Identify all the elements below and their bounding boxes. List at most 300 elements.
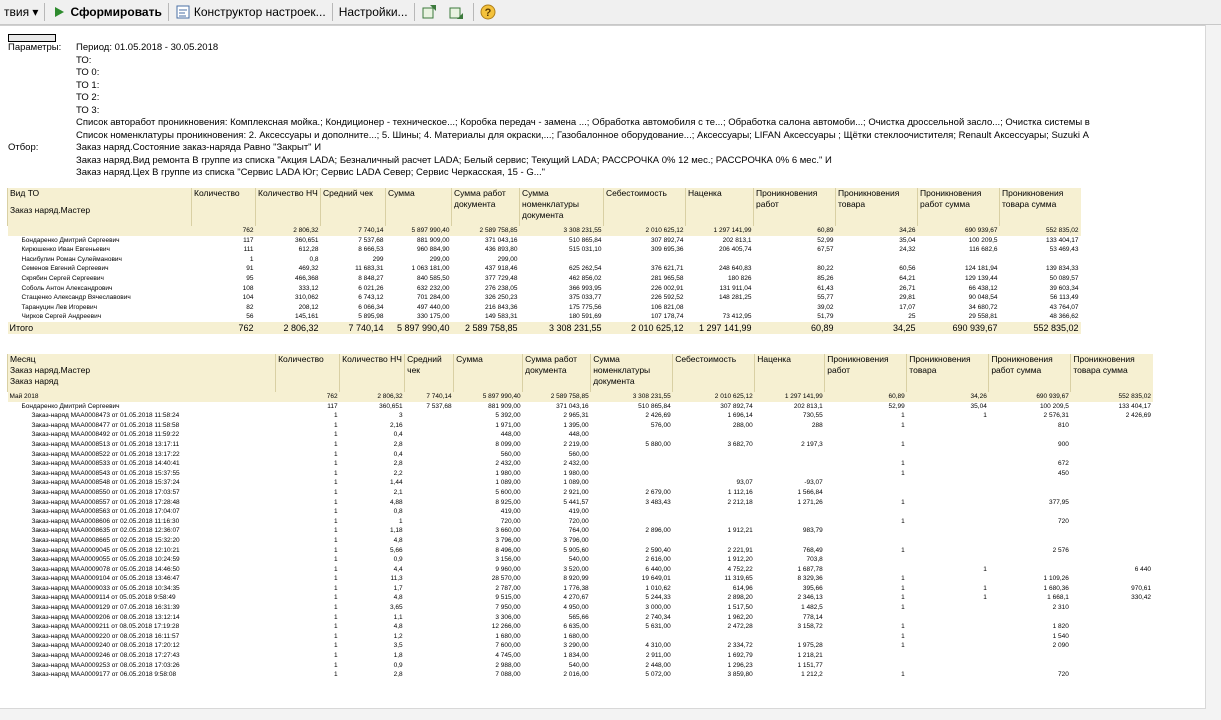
order-row[interactable] — [8, 469, 1154, 479]
row-value — [918, 255, 1000, 265]
row-label: Заказ-наряд МАА0009129 от 07.05.2018 16:31:39 — [31, 604, 180, 612]
row-value: 762 — [192, 322, 256, 334]
row-value: 1 — [334, 479, 338, 487]
row-value — [1071, 498, 1153, 508]
row-value: 690 939,67 — [918, 322, 1000, 334]
row-value — [1071, 488, 1153, 498]
row-label: Заказ-наряд МАА0009078 от 05.05.2018 14:46:50 — [31, 565, 180, 573]
column-header: Проникновения работ — [825, 354, 907, 392]
row-value: 1 — [901, 546, 905, 554]
row-value — [405, 488, 454, 498]
period-value: Период: 01.05.2018 - 30.05.2018 — [76, 42, 219, 53]
row-value — [907, 526, 989, 536]
row-value — [405, 526, 454, 536]
row-value: 34 680,72 — [968, 303, 998, 311]
order-row[interactable] — [8, 507, 1154, 517]
row-value: 1 — [334, 488, 338, 496]
row-value: 202 813,1 — [722, 236, 752, 244]
row-value: 4,8 — [393, 623, 403, 631]
row-value: 4 745,00 — [495, 652, 521, 660]
row-value — [1071, 651, 1153, 661]
master-row[interactable] — [8, 303, 1081, 313]
row-value: 1,8 — [393, 652, 403, 660]
order-row[interactable] — [8, 498, 1154, 508]
row-value: 2 988,00 — [495, 661, 521, 669]
row-value: 206 405,74 — [718, 246, 752, 254]
row-value: 7 537,68 — [426, 402, 452, 410]
order-row[interactable] — [8, 546, 1154, 556]
column-header: Проникновения работ сумма — [989, 354, 1071, 392]
row-value: 2 310 — [1052, 604, 1069, 612]
report-area[interactable] — [0, 25, 1206, 710]
horizontal-scrollbar[interactable] — [0, 708, 1206, 720]
row-value: 5 895,98 — [358, 313, 384, 321]
row-value: 29 558,81 — [968, 313, 998, 321]
row-value — [1071, 450, 1153, 460]
order-row[interactable] — [8, 593, 1154, 603]
row-value: 1 687,78 — [797, 565, 823, 573]
row-value — [755, 430, 825, 440]
row-value — [673, 450, 755, 460]
row-value: 730,55 — [802, 412, 823, 420]
row-label: Соболь Антон Александрович — [21, 284, 113, 292]
settings-button[interactable] — [335, 2, 412, 22]
save-settings-button[interactable] — [444, 2, 471, 22]
row-value: 1 692,79 — [727, 652, 753, 660]
row-value: 462 856,02 — [568, 274, 602, 282]
row-value: 540,00 — [568, 661, 589, 669]
row-value: 2 898,20 — [727, 594, 753, 602]
row-value: 448,00 — [500, 431, 521, 439]
row-value: 4,8 — [393, 594, 403, 602]
row-value — [907, 440, 989, 450]
filter-workshop: Заказ наряд.Цех В группе из списка "Сервис LADA Юг; Сервис LADA Север; Сервис Черкасская, 15 - G..." — [76, 167, 546, 178]
row-value — [825, 565, 907, 575]
to1-param: ТО 1: — [76, 79, 100, 91]
row-value — [825, 430, 907, 440]
order-row[interactable] — [8, 536, 1154, 546]
row-label: Заказ-наряд МАА0008492 от 01.05.2018 11:59:22 — [31, 431, 180, 439]
row-value: 1 975,28 — [797, 642, 823, 650]
table-header-row — [8, 354, 1154, 392]
order-row[interactable] — [8, 478, 1154, 488]
row-value: 3 308 231,55 — [591, 392, 673, 402]
master-row[interactable] — [8, 402, 1154, 412]
row-value — [405, 574, 454, 584]
row-value: 540,00 — [568, 556, 589, 564]
row-value — [825, 450, 907, 460]
row-value: 107 178,74 — [650, 313, 684, 321]
row-value: 5 905,60 — [563, 546, 589, 554]
row-value: 4 752,22 — [727, 565, 753, 573]
row-value: 1 395,00 — [563, 421, 589, 429]
row-value — [755, 469, 825, 479]
row-value — [405, 632, 454, 642]
total-row[interactable] — [8, 322, 1081, 334]
column-header: Средний чек — [321, 188, 386, 226]
row-value: 3 859,80 — [727, 671, 753, 679]
row-value: 960 884,90 — [416, 246, 450, 254]
toolbar-separator — [168, 3, 169, 21]
row-value: 0,8 — [393, 508, 403, 516]
row-value: 19 649,01 — [641, 575, 671, 583]
row-value: 4 310,00 — [645, 642, 671, 650]
order-row[interactable] — [8, 555, 1154, 565]
row-label: Заказ-наряд МАА0008533 от 01.05.2018 14:40:41 — [31, 460, 180, 468]
row-value: 85,26 — [817, 274, 834, 282]
row-value: 2 197,3 — [801, 440, 823, 448]
order-row[interactable] — [8, 641, 1154, 651]
row-value: 93,07 — [736, 479, 753, 487]
actions-menu-label: твия ▾ — [4, 5, 39, 19]
row-value: 1 — [334, 546, 338, 554]
order-row[interactable] — [8, 584, 1154, 594]
master-header: Заказ наряд.Мастер — [10, 365, 91, 375]
order-row[interactable] — [8, 459, 1154, 469]
row-value: 116 682,6 — [969, 246, 998, 254]
master-row[interactable] — [8, 284, 1081, 294]
row-value: 3 796,00 — [563, 536, 589, 544]
row-value — [405, 603, 454, 613]
row-value: 1 — [334, 460, 338, 468]
row-value: 28 570,00 — [491, 575, 521, 583]
row-value: 50 089,57 — [1049, 274, 1079, 282]
order-row[interactable] — [8, 488, 1154, 498]
row-value: 276 238,05 — [484, 284, 518, 292]
constructor-icon — [175, 4, 191, 20]
row-value — [754, 255, 836, 265]
works-list-param: Список авторабот проникновения: Комплексная мойка.; Кондиционер - техническое...; Коробка передач - замена ...; Обработка автомобиля с те...; Обработка салона автомоби...; Очистка дроссельной засло...; Очистка системы в — [76, 117, 1090, 128]
row-value: 148 281,25 — [718, 294, 752, 302]
row-value: 307 892,74 — [720, 402, 753, 410]
vid-to-header: Вид ТО — [10, 188, 40, 198]
order-row[interactable] — [8, 411, 1154, 421]
row-value: 1 — [901, 460, 905, 468]
row-label: Скрябин Сергей Сергеевич — [21, 274, 104, 282]
row-value — [825, 536, 907, 546]
row-value: 288 — [811, 421, 823, 429]
row-value: 2 221,91 — [727, 546, 753, 554]
row-value — [755, 632, 825, 642]
row-value: 2 346,13 — [797, 594, 823, 602]
row-value: 56 113,49 — [1050, 294, 1079, 302]
row-value: 3 660,00 — [495, 527, 521, 535]
row-value: 466,368 — [295, 274, 319, 282]
row-value: 52,99 — [888, 402, 905, 410]
row-value: 612,28 — [298, 246, 319, 254]
order-row[interactable] — [8, 603, 1154, 613]
row-label: Заказ-наряд МАА0009177 от 06.05.2018 9:58:08 — [31, 671, 177, 679]
row-value: 1 — [334, 498, 338, 506]
row-value: 226 002,91 — [650, 284, 684, 292]
row-value — [591, 430, 673, 440]
order-row[interactable] — [8, 651, 1154, 661]
row-value: 7 537,68 — [358, 236, 384, 244]
row-value: 371 043,16 — [484, 236, 518, 244]
row-value: 1 151,77 — [797, 661, 823, 669]
row-label: Заказ-наряд МАА0008563 от 01.05.2018 17:04:07 — [31, 508, 180, 516]
row-value — [673, 469, 755, 479]
order-row[interactable] — [8, 450, 1154, 460]
row-label: Заказ-наряд МАА0009104 от 05.05.2018 13:46:47 — [31, 575, 180, 583]
column-header: Наценка — [686, 188, 754, 226]
row-value: 497 440,00 — [416, 303, 450, 311]
column-header: Количество НЧ — [256, 188, 321, 226]
column-header: Себестоимость — [604, 188, 686, 226]
row-label: Итого — [8, 322, 192, 334]
row-value: 5 392,00 — [495, 412, 521, 420]
row-value: 5 631,00 — [645, 623, 671, 631]
row-value — [405, 459, 454, 469]
master-row[interactable] — [8, 264, 1081, 274]
row-value: 90 048,54 — [968, 294, 998, 302]
row-value: 3 — [399, 412, 403, 420]
row-value — [405, 670, 454, 680]
order-row[interactable] — [8, 565, 1154, 575]
row-value: 1 — [334, 431, 338, 439]
row-value: 448,00 — [568, 431, 589, 439]
row-value — [686, 303, 754, 313]
column-header: Наценка — [755, 354, 825, 392]
row-value: 552 835,02 — [1071, 392, 1153, 402]
month-row[interactable] — [8, 392, 1154, 402]
row-value: 333,12 — [298, 284, 319, 292]
column-header: Проникновения товара сумма — [1071, 354, 1153, 392]
row-value: 3 520,00 — [563, 565, 589, 573]
row-value: 1 — [983, 412, 987, 420]
row-value: 52,99 — [817, 236, 834, 244]
row-label: Заказ-наряд МАА0008477 от 01.05.2018 11:58:58 — [31, 421, 180, 429]
row-value: 4 950,00 — [563, 604, 589, 612]
row-value: 91 — [246, 265, 254, 273]
row-value — [405, 536, 454, 546]
row-value — [1071, 661, 1153, 671]
row-value: 1,1 — [393, 613, 403, 621]
row-value — [591, 478, 673, 488]
row-label: Семенов Евгений Сергеевич — [21, 265, 109, 273]
row-value: 39,02 — [817, 303, 834, 311]
row-value — [1071, 670, 1153, 680]
row-value — [989, 555, 1071, 565]
row-value — [1071, 526, 1153, 536]
order-row[interactable] — [8, 421, 1154, 431]
order-row[interactable] — [8, 526, 1154, 536]
row-value: 299,00 — [497, 255, 518, 263]
row-value — [907, 478, 989, 488]
row-value: 1 — [334, 527, 338, 535]
order-row[interactable] — [8, 613, 1154, 623]
row-value: 100 209,5 — [968, 236, 998, 244]
selected-cell[interactable] — [8, 34, 56, 42]
master-row[interactable] — [8, 274, 1081, 284]
row-label: Заказ-наряд МАА0008665 от 02.05.2018 15:32:20 — [31, 536, 180, 544]
row-value: 2 806,32 — [340, 392, 405, 402]
row-label: Заказ-наряд МАА0009033 от 05.05.2018 10:34:35 — [31, 584, 180, 592]
row-value: 6 440 — [1134, 565, 1151, 573]
column-header: Проникновения товара сумма — [1000, 188, 1081, 226]
row-value: 2 010 625,12 — [604, 322, 686, 334]
row-value — [405, 450, 454, 460]
row-value: 133 404,17 — [1118, 402, 1151, 410]
row-value: 762 — [276, 392, 340, 402]
row-value — [1071, 632, 1153, 642]
toolbar-separator — [44, 3, 45, 21]
row-value: 1 — [334, 556, 338, 564]
row-label: Заказ-наряд МАА0009055 от 05.05.2018 10:24:59 — [31, 556, 180, 564]
row-value — [907, 459, 989, 469]
row-value: 1 971,00 — [495, 421, 521, 429]
row-value: 1 — [334, 440, 338, 448]
order-row[interactable] — [8, 622, 1154, 632]
row-value: 131 911,04 — [719, 284, 752, 292]
row-value: 60,89 — [754, 322, 836, 334]
row-value — [405, 584, 454, 594]
row-value: 1 962,20 — [727, 613, 753, 621]
row-value — [591, 450, 673, 460]
row-value: 55,77 — [817, 294, 834, 302]
row-value: 3 682,70 — [727, 440, 753, 448]
column-header: Сумма — [454, 354, 523, 392]
row-value: 1 297 141,99 — [686, 226, 754, 236]
row-value: 3,65 — [389, 604, 403, 612]
row-value — [405, 622, 454, 632]
row-value: 326 250,23 — [484, 294, 518, 302]
settings-constructor-button[interactable] — [171, 2, 330, 22]
row-value: 3 306,00 — [495, 613, 521, 621]
row-value — [405, 517, 454, 527]
row-value: 2 679,00 — [645, 488, 671, 496]
column-header: Сумма работ документа — [452, 188, 520, 226]
row-value: 552 835,02 — [1000, 226, 1081, 236]
row-value: 2 432,00 — [563, 460, 589, 468]
row-value: 80,22 — [817, 265, 834, 273]
master-row[interactable] — [8, 255, 1081, 265]
params-label: Параметры: — [8, 42, 62, 53]
row-value — [989, 478, 1071, 488]
column-header: Проникновения товара — [836, 188, 918, 226]
order-row[interactable] — [8, 517, 1154, 527]
row-value: 7 600,00 — [495, 642, 521, 650]
row-value: 371 043,16 — [556, 402, 589, 410]
row-value: 1 297 141,99 — [755, 392, 825, 402]
row-label: Заказ-наряд МАА0009246 от 08.05.2018 17:27:43 — [31, 652, 180, 660]
row-value — [1071, 459, 1153, 469]
row-value: 5,66 — [389, 546, 403, 554]
row-value — [405, 661, 454, 671]
row-value: 48 366,62 — [1049, 313, 1079, 321]
row-value — [907, 670, 989, 680]
row-value: 3 796,00 — [495, 536, 521, 544]
row-value: 1 — [901, 412, 905, 420]
row-value — [591, 459, 673, 469]
order-row[interactable] — [8, 574, 1154, 584]
row-value: 4 270,67 — [563, 594, 589, 602]
master-row[interactable] — [8, 312, 1081, 322]
order-row[interactable] — [8, 661, 1154, 671]
row-value: 56 — [246, 313, 254, 321]
row-value: 175 775,56 — [568, 303, 602, 311]
generate-button[interactable] — [47, 2, 165, 22]
row-value — [907, 469, 989, 479]
row-value — [604, 255, 686, 265]
row-value: 5 897 990,40 — [386, 226, 452, 236]
order-row[interactable] — [8, 632, 1154, 642]
row-value: 2 576,31 — [1043, 412, 1069, 420]
row-value: 2 010 625,12 — [604, 226, 686, 236]
row-label: Стащенко Александр Вячеславович — [21, 294, 131, 302]
order-row[interactable] — [8, 440, 1154, 450]
row-value: 100 209,5 — [1039, 402, 1069, 410]
row-value: 375 033,77 — [568, 294, 602, 302]
row-value: 35,04 — [899, 236, 916, 244]
vertical-scrollbar[interactable] — [1205, 25, 1221, 720]
row-value — [907, 517, 989, 527]
order-row[interactable] — [8, 670, 1154, 680]
row-value: 2 010 625,12 — [673, 392, 755, 402]
row-value: 17,07 — [899, 303, 916, 311]
row-value: 82 — [246, 303, 254, 311]
row-label: Заказ-наряд МАА0008548 от 01.05.2018 15:37:24 — [31, 479, 180, 487]
row-value: 1 — [334, 594, 338, 602]
master-row[interactable] — [8, 245, 1081, 255]
row-value: 34,26 — [907, 392, 989, 402]
column-header: Количество — [276, 354, 340, 392]
row-value: 2 806,32 — [256, 226, 321, 236]
row-value: 2 090 — [1052, 642, 1069, 650]
row-value: 51,79 — [817, 313, 834, 321]
row-value: 66 438,12 — [968, 284, 998, 292]
row-value — [591, 536, 673, 546]
row-value: 2 472,28 — [727, 623, 753, 631]
row-value — [1071, 421, 1153, 431]
row-value: 3,5 — [393, 642, 403, 650]
row-value: 2,8 — [393, 671, 403, 679]
row-label: Тарануцин Лев Игоревич — [21, 303, 97, 311]
row-value: 9 515,00 — [495, 594, 521, 602]
row-value: 4,4 — [393, 565, 403, 573]
filter-label: Отбор: — [8, 142, 39, 153]
row-value: 1,18 — [389, 527, 403, 535]
row-value: 1,7 — [393, 584, 403, 592]
subtotal-row[interactable] — [8, 226, 1081, 236]
row-value — [405, 593, 454, 603]
row-value: 4,8 — [393, 536, 403, 544]
row-value: 1 — [901, 498, 905, 506]
row-value: 2 589 758,85 — [452, 322, 520, 334]
master-row[interactable] — [8, 293, 1081, 303]
row-value: 552 835,02 — [1000, 322, 1081, 334]
row-value — [1071, 440, 1153, 450]
row-value — [907, 450, 989, 460]
row-value: 510 865,84 — [568, 236, 602, 244]
row-value: 1 — [901, 421, 905, 429]
load-settings-button[interactable] — [417, 2, 444, 22]
master-row[interactable] — [8, 236, 1081, 246]
detail-by-order-table — [7, 354, 1153, 680]
order-row[interactable] — [8, 430, 1154, 440]
row-value: 840 585,50 — [416, 274, 450, 282]
row-value: 720,00 — [500, 517, 521, 525]
row-value — [907, 651, 989, 661]
row-value: 1 — [334, 508, 338, 516]
row-value — [591, 632, 673, 642]
row-value — [673, 507, 755, 517]
row-value: 1 271,26 — [797, 498, 823, 506]
help-button[interactable] — [476, 2, 503, 22]
row-value: 614,96 — [732, 584, 753, 592]
actions-menu[interactable] — [0, 2, 42, 22]
column-header: Себестоимость — [673, 354, 755, 392]
